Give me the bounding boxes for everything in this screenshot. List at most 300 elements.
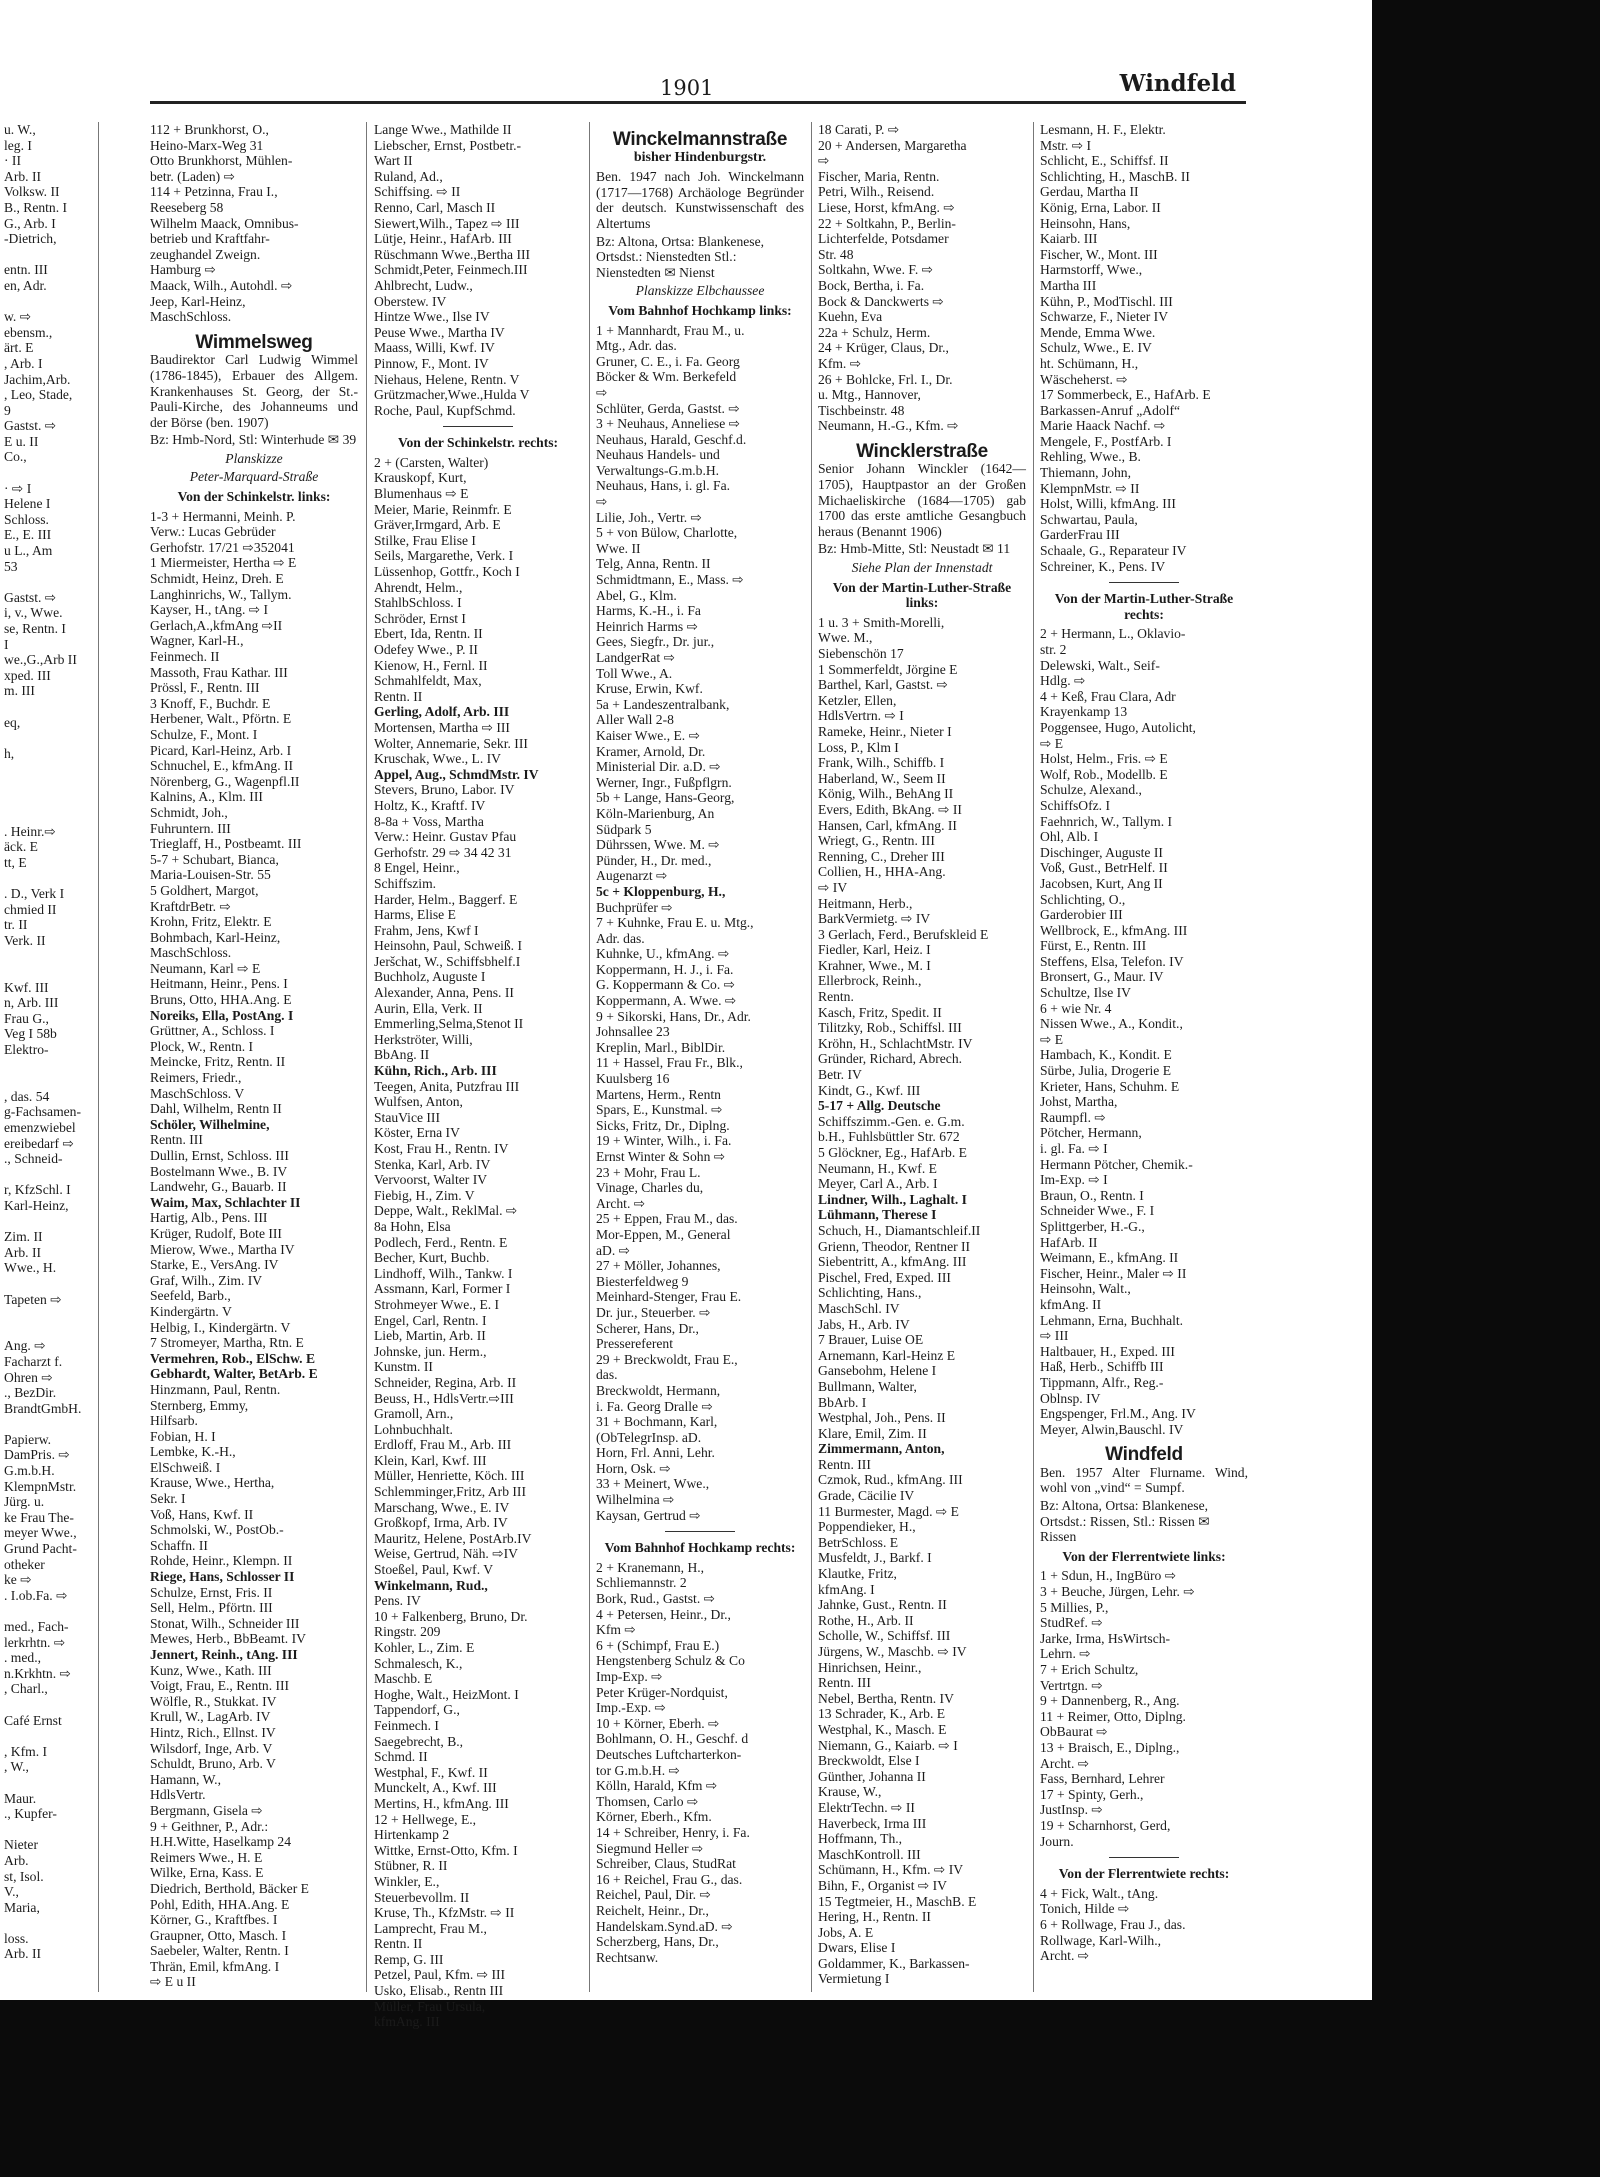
directory-entry: ., Schneid- (4, 1151, 63, 1167)
directory-entry: Mstr. ⇨ I (1040, 137, 1092, 153)
directory-entry: Schümann, H., Kfm. ⇨ IV (818, 1862, 964, 1878)
directory-entry: Klautke, Fritz, (818, 1566, 897, 1582)
directory-entry: 3 + Neuhaus, Anneliese ⇨ (596, 416, 741, 432)
directory-entry: 10 + Körner, Eberh. ⇨ (596, 1715, 720, 1731)
directory-entry: 4 + Fick, Walt., tAng. (1040, 1885, 1159, 1901)
directory-entry: Großkopf, Irma, Arb. IV (374, 1515, 508, 1531)
column-1 (150, 122, 358, 1990)
directory-entry: betr. (Laden) ⇨ (150, 168, 235, 184)
directory-entry: Papierw. (4, 1431, 52, 1447)
directory-entry: (ObTelegrInsp. aD. (596, 1429, 702, 1445)
directory-entry: 5 Goldhert, Margot, (150, 882, 259, 898)
directory-entry: med., Fach- (4, 1619, 69, 1634)
directory-entry: DamPris. ⇨ (4, 1447, 70, 1463)
directory-entry: Neumann, H., Kwf. E (818, 1160, 937, 1176)
directory-entry: Roche, Paul, KupfSchmd. (374, 402, 516, 418)
directory-entry: Alexander, Anna, Pens. II (374, 985, 514, 1001)
directory-entry: Heinsohn, Walt., (1040, 1281, 1131, 1297)
directory-entry: 5b + Lange, Hans-Georg, (596, 790, 735, 806)
directory-entry: Kaysan, Gertrud ⇨ (596, 1507, 701, 1523)
directory-entry: 11 Burmester, Magd. ⇨ E (818, 1503, 959, 1519)
directory-entry: Klare, Emil, Zim. II (818, 1425, 927, 1441)
directory-entry: Frahm, Jens, Kwf I (374, 922, 479, 938)
directory-entry: Hinzmann, Paul, Rentn. (150, 1381, 281, 1397)
directory-entry: Stonat, Wilh., Schneider III (150, 1615, 300, 1631)
directory-entry: chmied II (4, 901, 57, 917)
directory-entry: Ahlbrecht, Ludw., (374, 277, 473, 293)
directory-entry: 20 + Andersen, Margaretha (818, 137, 967, 153)
directory-entry: Jabs, H., Arb. IV (818, 1316, 910, 1332)
directory-entry: Thomsen, Carlo ⇨ (596, 1793, 699, 1809)
directory-entry: Krohn, Fritz, Elektr. E (150, 914, 272, 930)
directory-entry: Bihn, F., Organist ⇨ IV (818, 1877, 948, 1893)
directory-entry: Kaiser Wwe., E. ⇨ (596, 727, 700, 743)
directory-entry: HdlsVertrn. ⇨ I (818, 708, 904, 724)
directory-entry: Thrän, Emil, kfmAng. I (150, 1958, 280, 1974)
directory-entry: 27 + Möller, Johannes, (596, 1258, 721, 1274)
directory-entry: Kayser, H., tAng. ⇨ I (150, 602, 269, 618)
directory-entry: Wellbrock, E., kfmAng. III (1040, 922, 1188, 938)
directory-entry: Schnuchel, E., kfmAng. II (150, 758, 294, 774)
directory-entry: Betr. IV (818, 1067, 862, 1083)
directory-entry: Schulze, Ernst, Fris. II (150, 1584, 273, 1600)
directory-entry: Schulze, F., Mont. I (150, 726, 258, 742)
directory-entry: Deutsches Luftcharterkon- (596, 1746, 742, 1762)
directory-entry: Krause, Wwe., Hertha, (150, 1475, 275, 1491)
directory-entry: Schwartau, Paula, (1040, 511, 1138, 527)
directory-entry: Kruse, Erwin, Kwf. (596, 681, 703, 697)
directory-entry: Schlicht, E., Schiffsf. II (1040, 153, 1169, 169)
directory-entry: Telg, Anna, Rentn. II (596, 556, 711, 572)
directory-entry: Scherer, Hans, Dr., (596, 1320, 699, 1336)
directory-entry: Schöler, Wilhelmine, (150, 1116, 270, 1132)
directory-entry: 11 + Hassel, Frau Fr., Blk., (596, 1055, 743, 1071)
directory-entry: Massoth, Frau Kathar. III (150, 664, 288, 680)
directory-entry: 33 + Meinert, Wwe., (596, 1476, 710, 1492)
directory-entry: 3 Gerlach, Ferd., Berufskleid E (818, 926, 989, 942)
directory-entry: emenzwiebel (4, 1120, 76, 1135)
running-header-street: Windfeld (1119, 70, 1236, 97)
directory-entry: Sternberg, Emmy, (150, 1397, 249, 1413)
directory-entry: 16 + Reichel, Frau G., das. (596, 1871, 743, 1887)
directory-entry: Lindhoff, Wilh., Tankw. I (374, 1265, 513, 1281)
directory-entry (4, 1323, 94, 1339)
directory-entry: Bohmbach, Karl-Heinz, (150, 929, 281, 945)
directory-entry: Café Ernst (4, 1712, 62, 1728)
directory-entry: Maschb. E (374, 1671, 433, 1687)
directory-entry: Helbig, I., Kindergärtn. V (150, 1319, 291, 1335)
directory-entry: Emmerling,Selma,Stenot II (374, 1016, 524, 1032)
directory-entry: Koppermann, A. Wwe. ⇨ (596, 993, 737, 1009)
directory-entry: Wart II (374, 153, 413, 169)
directory-entry: Peter Krüger-Nordquist, (596, 1684, 728, 1700)
directory-entry: . D., Verk I (4, 886, 65, 902)
directory-entry: das. (596, 1367, 618, 1383)
directory-entry (4, 761, 94, 777)
directory-entry: Johnske, jun. Herm., (374, 1343, 487, 1359)
directory-entry: Bergmann, Gisela ⇨ (150, 1802, 263, 1818)
directory-entry: 1 Sommerfeldt, Jörgine E (818, 661, 958, 677)
directory-entry: ⇨ (818, 153, 830, 169)
directory-entry: Verk. II (4, 932, 46, 948)
directory-entry: König, Erna, Labor. II (1040, 199, 1161, 215)
directory-entry: Gerdau, Martha II (1040, 184, 1139, 200)
directory-entry: ., BezDir. (4, 1385, 57, 1401)
directory-entry (4, 730, 94, 746)
directory-entry: E u. II (4, 433, 39, 449)
directory-entry: Munckelt, A., Kwf. III (374, 1780, 497, 1796)
directory-entry: I (4, 636, 9, 652)
directory-entry: Kohler, L., Zim. E (374, 1640, 475, 1655)
directory-entry: Graupner, Otto, Masch. I (150, 1927, 287, 1943)
directory-entry: Tippmann, Alfr., Reg.- (1040, 1374, 1164, 1390)
directory-entry: 7 Brauer, Luise OE (818, 1332, 924, 1348)
directory-entry: Goldammer, K., Barkassen- (818, 1955, 970, 1971)
directory-entry: we.,G.,Arb II (4, 652, 77, 668)
directory-entry: Prössl, F., Rentn. III (150, 680, 260, 696)
directory-entry: Gastst. ⇨ (4, 418, 57, 434)
directory-entry: V., (4, 1884, 19, 1900)
directory-entry: Toll Wwe., A. (596, 665, 673, 681)
directory-entry: eq, (4, 714, 21, 730)
section-divider (1109, 582, 1179, 583)
map-reference: Planskizze Elbchaussee (635, 283, 765, 299)
directory-entry: Schneider Wwe., F. I (1040, 1203, 1155, 1219)
directory-entry: 24 + Krüger, Claus, Dr., (818, 340, 949, 356)
directory-entry: , Kfm. I (4, 1743, 48, 1759)
directory-entry: 11 + Reimer, Otto, Diplng. (1040, 1708, 1186, 1724)
directory-entry: Johnsallee 23 (596, 1024, 670, 1040)
directory-entry: Wolf, Rob., Modellb. E (1040, 766, 1168, 782)
directory-entry: i. Fa. Georg Dralle ⇨ (596, 1398, 713, 1414)
directory-entry: Schmahlfeldt, Max, (374, 673, 482, 689)
directory-entry: , W., (4, 1759, 29, 1775)
directory-entry: Wilhelm Maack, Omnibus- (150, 215, 299, 231)
directory-entry: Harms, Elise E (374, 907, 456, 923)
directory-entry: meyer Wwe., (4, 1525, 77, 1541)
directory-entry: Maack, Wilh., Autohdl. ⇨ (150, 277, 293, 293)
directory-entry: Wwe. II (596, 540, 641, 556)
directory-entry: Mauritz, Helene, PostArb.IV (374, 1530, 532, 1546)
directory-entry (4, 699, 94, 715)
directory-entry: Fischer, W., Mont. III (1040, 246, 1158, 262)
directory-entry: Lühmann, Therese I (818, 1207, 937, 1223)
directory-entry: -Dietrich, (4, 231, 57, 247)
directory-entry: Meinhard-Stenger, Frau E. (596, 1289, 742, 1305)
directory-entry: Kreplin, Marl., BiblDir. (596, 1039, 726, 1055)
directory-entry: Rothe, H., Arb. II (818, 1612, 914, 1628)
directory-entry: H.H.Witte, Haselkamp 24 (150, 1834, 292, 1850)
directory-entry: Deppe, Walt., ReklMal. ⇨ (374, 1203, 518, 1219)
directory-entry: Krayenkamp 13 (1040, 704, 1128, 720)
directory-entry: Wwe. M., (818, 630, 873, 646)
directory-entry: Verw.: Lucas Gebrüder (150, 524, 276, 540)
directory-entry (4, 1276, 94, 1292)
directory-entry: 5c + Kloppenburg, H., (596, 883, 726, 899)
directory-entry: Krüger, Rudolf, Bote III (150, 1225, 282, 1241)
directory-entry: Stenka, Karl, Arb. IV (374, 1156, 491, 1172)
directory-entry: xped. III (4, 667, 51, 683)
street-description: Senior Johann Winckler (1642—1705), Hauptpastor an der Großen Michaeliskirche (1684—1705) gab 1700 das erste amtliche Gesangbuch heraus (Benannt 1906) (818, 461, 1026, 539)
directory-entry: Schmidt,Peter, Feinmech.III (374, 262, 528, 278)
directory-entry: Herkströter, Willi, (374, 1031, 473, 1047)
directory-entry: Adr. das. (596, 930, 645, 946)
directory-entry: r, KfzSchl. I (4, 1182, 71, 1198)
directory-entry: 1 + Mannhardt, Frau M., u. (596, 322, 745, 338)
directory-entry: str. 2 (1040, 642, 1067, 657)
directory-entry: Odefey Wwe., P. II (374, 642, 478, 657)
directory-entry: Lieb, Martin, Arb. II (374, 1328, 486, 1344)
directory-entry: ereibedarf ⇨ (4, 1135, 74, 1151)
directory-entry: Wittke, Ernst-Otto, Kfm. I (374, 1842, 518, 1858)
directory-entry: 1 Miermeister, Hertha ⇨ E (150, 555, 297, 571)
directory-entry: Im-Exp. ⇨ I (1040, 1172, 1108, 1188)
directory-entry: Braun, O., Rentn. I (1040, 1187, 1144, 1203)
street-district-info: Bz: Altona, Ortsa: Blankenese, Ortsdst.: Rissen, Stl.: Rissen ✉ Rissen (1040, 1498, 1210, 1545)
directory-entry: Riege, Hans, Schlosser II (150, 1569, 295, 1585)
directory-entry: Schiffszimm.-Gen. e. G.m. (818, 1113, 965, 1129)
directory-entry: Elektro- (4, 1042, 49, 1058)
directory-entry: Neumann, H.-G., Kfm. ⇨ (818, 418, 959, 434)
directory-entry: h, (4, 745, 15, 761)
directory-entry: Kfm. ⇨ (818, 355, 862, 371)
directory-entry: se, Rentn. I (4, 621, 66, 636)
directory-entry: Körner, Eberh., Kfm. (596, 1809, 712, 1825)
directory-entry: Feinmech. I (374, 1717, 439, 1733)
directory-entry: ht. Schümann, H., (1040, 355, 1139, 371)
directory-entry: Rüschmann Wwe.,Bertha III (374, 246, 531, 262)
directory-entry: Buchprüfer ⇨ (596, 899, 673, 915)
directory-entry: Hoffmann, Th., (818, 1831, 903, 1847)
directory-entry: Petri, Wilh., Reisend. (818, 184, 935, 200)
directory-entry: Vertrtgn. ⇨ (1040, 1677, 1103, 1693)
directory-entry (4, 1775, 94, 1791)
directory-entry: Otto Brunkhorst, Mühlen- (150, 153, 293, 169)
directory-entry: SchiffsOfz. I (1040, 797, 1110, 813)
directory-entry: Breckwoldt, Hermann, (596, 1382, 721, 1398)
directory-entry: Picard, Karl-Heinz, Arb. I (150, 742, 292, 758)
directory-entry: 6 + Rollwage, Frau J., das. (1040, 1916, 1186, 1932)
directory-entry: 8a Hohn, Elsa (374, 1218, 451, 1234)
directory-entry: Niemann, G., Kaiarb. ⇨ I (818, 1737, 958, 1753)
directory-entry: Schultze, Ilse IV (1040, 985, 1131, 1001)
directory-entry: Oblnsp. IV (1040, 1390, 1101, 1406)
directory-entry: Reimers Wwe., H. E (150, 1849, 263, 1865)
directory-entry: Köster, Erna IV (374, 1125, 460, 1141)
header-rule (150, 101, 1246, 104)
section-divider (1109, 1857, 1179, 1858)
directory-entry: Ohren ⇨ (4, 1369, 53, 1385)
directory-entry: Gerlach,A.,kfmAng ⇨II (150, 617, 283, 633)
directory-entry: Kühn, Rich., Arb. III (374, 1063, 497, 1079)
directory-entry: Neuhaus Handels- und (596, 447, 720, 463)
directory-entry: Becher, Kurt, Buchb. (374, 1250, 490, 1266)
directory-entry: Arb. II (4, 1946, 41, 1962)
directory-entry: Kindt, G., Kwf. III (818, 1082, 921, 1098)
directory-entry: Mierow, Wwe., Martha IV (150, 1241, 295, 1257)
directory-entry: Reeseberg 58 (150, 199, 224, 215)
directory-entry: MaschKontroll. III (818, 1846, 921, 1862)
directory-entry: Musfeldt, J., Barkf. I (818, 1550, 932, 1566)
directory-entry (4, 247, 94, 263)
directory-entry: Pressereferent (596, 1336, 673, 1352)
directory-entry: Reimers, Friedr., (150, 1070, 242, 1086)
directory-entry: Poggensee, Hugo, Autolicht, (1040, 719, 1196, 735)
street-subtitle: bisher Hindenburgstr. (633, 149, 767, 165)
directory-entry: ärt. E (4, 340, 34, 356)
directory-entry: Peuse Wwe., Martha IV (374, 324, 505, 340)
directory-entry: Mewes, Herb., BbBeamt. IV (150, 1631, 306, 1647)
directory-entry: 5 Glöckner, Eg., HafArb. E (818, 1145, 967, 1160)
directory-entry: Westphal, F., Kwf. II (374, 1764, 488, 1780)
directory-entry: Hansen, Carl, kfmAng. II (818, 817, 957, 833)
directory-entry: Marie Haack Nachf. ⇨ (1040, 418, 1166, 434)
page-number: 1901 (660, 76, 714, 100)
directory-entry: 53 (4, 558, 18, 574)
directory-entry: KlempnMstr. (4, 1478, 77, 1494)
directory-entry: 13 Schrader, K., Arb. E (818, 1706, 946, 1722)
directory-entry: Fiedler, Karl, Heiz. I (818, 942, 931, 958)
directory-entry: 7 + Erich Schultz, (1040, 1662, 1139, 1677)
directory-entry: Maria, (4, 1899, 40, 1915)
directory-entry: Neuhaus, Hans, i. gl. Fa. (596, 478, 731, 494)
directory-entry: 5a + Landeszentralbank, (596, 696, 730, 712)
directory-entry: Heitmann, Herb., (818, 895, 913, 911)
directory-entry: Hinrichsen, Heinr., (818, 1659, 922, 1675)
directory-entry: Kalnins, A., Klm. III (150, 789, 263, 805)
directory-entry: BrandtGmbH. (4, 1400, 82, 1416)
directory-entry: 17 + Spinty, Gerh., (1040, 1786, 1144, 1802)
directory-entry (4, 1307, 94, 1323)
directory-entry: Kunstm. II (374, 1359, 433, 1375)
directory-entry: lerkrhtn. ⇨ (4, 1634, 66, 1650)
directory-entry (4, 1822, 94, 1838)
directory-entry: Seils, Margarethe, Verk. I (374, 548, 514, 564)
directory-entry: GarderFrau III (1040, 527, 1120, 543)
directory-entry: Müller, Frau Ursula, (374, 1998, 486, 2014)
directory-entry: Delewski, Walt., Seif- (1040, 657, 1160, 673)
directory-entry: Krieter, Hans, Schuhm. E (1040, 1078, 1180, 1094)
directory-entry: Dahl, Wilhelm, Rentn II (150, 1101, 282, 1117)
directory-entry: Weise, Gertrud, Näh. ⇨IV (374, 1546, 518, 1562)
directory-entry: Maria-Louisen-Str. 55 (150, 867, 271, 883)
column-divider (1033, 122, 1034, 1992)
directory-entry: Appel, Aug., SchmdMstr. IV (374, 766, 539, 782)
column-divider (366, 122, 367, 1992)
directory-entry: Kramer, Arnold, Dr. (596, 743, 706, 759)
directory-entry: 6 + wie Nr. 4 (1040, 1000, 1112, 1016)
directory-entry: 7 Stromeyer, Martha, Rtn. E (150, 1335, 304, 1351)
directory-entry: Kunz, Wwe., Kath. III (150, 1662, 272, 1678)
column-3 (596, 122, 804, 1990)
directory-entry: n, Arb. III (4, 995, 59, 1011)
directory-entry: Frank, Wilh., Schiffb. I (818, 755, 945, 771)
directory-entry: 19 + Scharnhorst, Gerd, (1040, 1817, 1171, 1833)
column-4 (818, 122, 1026, 1990)
directory-entry: Jahnke, Gust., Rentn. II (818, 1597, 947, 1613)
directory-entry: Scherzberg, Hans, Dr., (596, 1934, 719, 1950)
directory-entry: Hermann Pötcher, Chemik.- (1040, 1156, 1193, 1172)
directory-entry: Gebhardt, Walter, BetArb. E (150, 1366, 318, 1382)
directory-entry: Haß, Herb., Schiffb III (1040, 1359, 1164, 1375)
directory-entry: tr. II (4, 917, 28, 933)
directory-entry: Wriegt, G., Rentn. III (818, 833, 935, 849)
directory-entry: Schmolski, W., PostOb.- (150, 1522, 284, 1538)
directory-entry: , Arb. I (4, 355, 43, 371)
directory-entry: Imp-Exp. ⇨ (596, 1669, 663, 1684)
directory-entry: otheker (4, 1556, 45, 1572)
directory-entry: Hilfsarb. (150, 1413, 198, 1429)
street-district-info: Bz: Altona, Ortsa: Blankenese, Ortsdst.: Nienstedten Stl.: Nienstedten ✉ Nienst (596, 233, 764, 280)
directory-entry: Journ. (1040, 1833, 1074, 1849)
section-divider (665, 1531, 735, 1532)
directory-entry: MaschSchloss. V (150, 1085, 245, 1101)
directory-entry: Poppendieker, H., (818, 1519, 916, 1535)
directory-entry: Schmidt, Joh., (150, 804, 228, 820)
directory-entry: Heino-Marx-Weg 31 (150, 137, 264, 153)
directory-entry: Dullin, Ernst, Schloss. III (150, 1148, 289, 1163)
directory-entry: Lohnbuchhalt. (374, 1421, 453, 1437)
directory-entry: Zim. II (4, 1229, 43, 1245)
directory-entry: , Charl., (4, 1681, 48, 1697)
directory-entry: Trieglaff, H., Postbeamt. III (150, 836, 302, 852)
directory-entry: Gruner, C. E., i. Fa. Georg (596, 353, 740, 369)
directory-entry: Grienn, Theodor, Rentner II (818, 1238, 971, 1254)
directory-entry: E., E. III (4, 527, 52, 543)
directory-entry: Günther, Johanna II (818, 1768, 926, 1784)
directory-entry: Grade, Cäcilie IV (818, 1488, 915, 1504)
directory-entry: Rollwage, Karl-Wilh., (1040, 1932, 1162, 1948)
directory-entry: st, Isol. (4, 1868, 44, 1884)
directory-entry: Pischel, Fred, Exped. III (818, 1269, 951, 1285)
directory-entry: Nörenberg, G., Wagenpfl.II (150, 773, 300, 789)
directory-entry: Pötcher, Hermann, (1040, 1125, 1142, 1141)
directory-entry: Wölfle, R., Stukkat. IV (150, 1693, 277, 1709)
directory-entry: Köln-Marienburg, An (596, 805, 715, 821)
directory-entry: Hdlg. ⇨ (1040, 673, 1086, 689)
directory-entry: w. ⇨ (4, 309, 32, 325)
directory-entry: 8 Engel, Heinr., (374, 860, 460, 876)
directory-entry: Nissen Wwe., A., Kondit., (1040, 1016, 1183, 1032)
directory-entry: Aller Wall 2-8 (596, 712, 674, 728)
directory-entry: Beuss, H., HdlsVertr.⇨III (374, 1390, 514, 1406)
directory-entry (4, 948, 94, 964)
directory-entry: Meyer, Alwin,Bauschl. IV (1040, 1421, 1184, 1437)
directory-entry: Schaale, G., Reparateur IV (1040, 543, 1187, 559)
directory-entry: Jeršchat, W., Schiffsbhelf.I (374, 953, 521, 969)
map-reference: Peter-Marquard-Straße (189, 469, 319, 485)
directory-entry: Steffens, Elsa, Telefon. IV (1040, 953, 1184, 969)
section-divider (443, 426, 513, 427)
section-heading: Vom Bahnhof Hochkamp links: (608, 302, 792, 318)
directory-entry: Fuhruntern. III (150, 820, 231, 836)
directory-entry: Buchholz, Auguste I (374, 969, 486, 985)
directory-entry: Ebert, Ida, Rentn. II (374, 626, 483, 642)
directory-entry: Lilie, Joh., Vertr. ⇨ (596, 509, 702, 525)
directory-entry: Krauskopf, Kurt, (374, 470, 467, 486)
directory-entry: 13 + Braisch, E., Diplng., (1040, 1739, 1180, 1755)
directory-entry: Noreiks, Ella, PostAng. I (150, 1007, 294, 1023)
directory-entry: Rehling, Wwe., B. (1040, 449, 1141, 465)
directory-entry: 5-7 + Schubart, Bianca, (150, 851, 279, 867)
street-heading: Windfeld (1105, 1444, 1183, 1466)
directory-entry: Schliemannstr. 2 (596, 1575, 687, 1591)
directory-entry: Sicks, Fritz, Dr., Diplng. (596, 1117, 730, 1133)
directory-entry: ke ⇨ (4, 1572, 32, 1588)
directory-entry: Rentn. III (150, 1132, 203, 1148)
directory-entry: 2 + (Carsten, Walter) (374, 454, 489, 470)
directory-entry: ke Frau The- (4, 1509, 74, 1525)
